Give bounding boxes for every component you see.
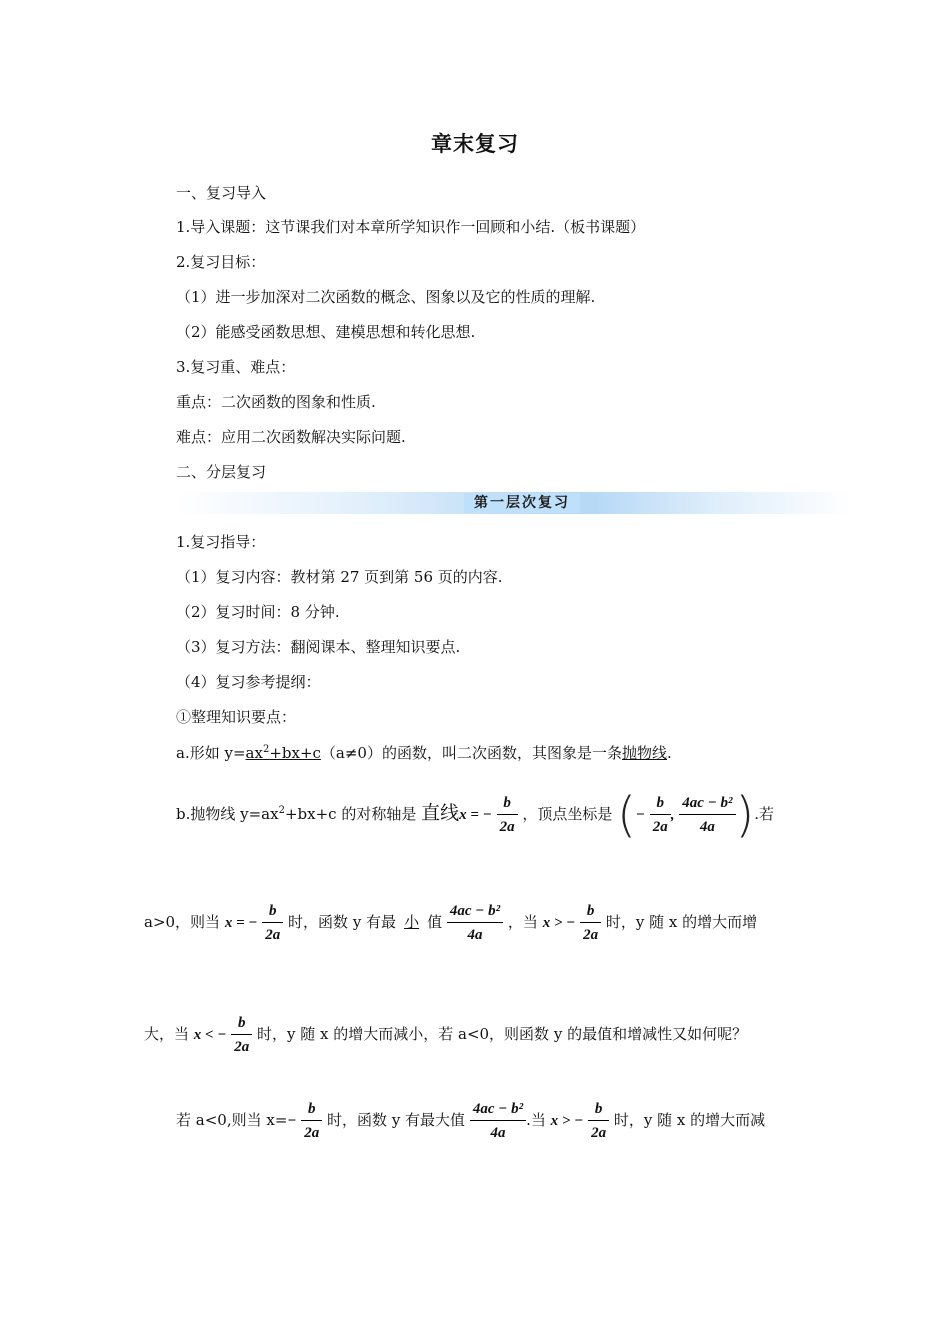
point-a-form: $ax^2+bx+c$ — [245, 744, 321, 762]
x-eq-symbol: x = − — [224, 915, 258, 931]
vertex-label: ，顶点坐标是 — [522, 805, 613, 823]
min-value-paragraph: a>0，则当 x = − $\frac{b}{2a}$ 时，函数 y 有最 小 值 $\frac{\text{4ac − b²}}{4a}$ ，当 x > − $\frac{b}{2a}$ 时，y 随 x 的增大而增 — [144, 896, 757, 949]
point-a-parabola: 抛物线 — [621, 744, 667, 762]
goals-heading: 2.复习目标： — [176, 253, 266, 271]
vertex-y-fraction: $\frac{\text{4ac − b²}}{4a}$ — [679, 792, 735, 839]
max-value-paragraph: 若 a<0,则当 x=− $\frac{b}{2a}$ 时，函数 y 有最大值 $\frac{\text{4ac − b²}}{4a}$ .当 x > − $\frac{b}{2a}$ 时，y 随 x 的增大而减 — [176, 1094, 765, 1147]
increase-paragraph: 大，当 x < − $\frac{b}{2a}$ 时，y 随 x 的增大而减小，若 a<0，则函数 y 的最值和增减性又如何呢？ — [144, 1008, 747, 1061]
guide-content: （1）复习内容：教材第 27 页到第 56 页的内容. — [176, 568, 503, 586]
section-heading-review-intro: 一、复习导入 — [176, 184, 267, 202]
goal-1: （1）进一步加深对二次函数的概念、图象以及它的性质的理解. — [176, 288, 596, 306]
intro-topic: 1.导入课题：这节课我们对本章所学知识作一回顾和小结.（板书课题） — [176, 218, 646, 236]
axis-fraction: $\frac{b}{2a}$ — [497, 792, 518, 839]
guide-time: （2）复习时间：8 分钟. — [176, 603, 340, 621]
right-paren: ) — [735, 787, 755, 843]
difficult-point: 难点：应用二次函数解决实际问题. — [176, 428, 406, 446]
max-decrease-fraction: $\frac{b}{2a}$ — [588, 1098, 609, 1145]
x-gt-symbol: x > − — [542, 915, 576, 931]
section-heading-layered-review: 二、分层复习 — [176, 463, 267, 481]
key-points-heading: 3.复习重、难点： — [176, 358, 296, 376]
point-b-text: +bx+c 的对称轴是 — [284, 805, 417, 823]
level-one-banner — [176, 492, 852, 514]
axis-word: 直线 — [421, 802, 460, 824]
x-lt-symbol: x < − — [193, 1027, 227, 1043]
min-x-fraction: $\frac{b}{2a}$ — [262, 900, 283, 947]
point-a-text: （a≠0）的函数，叫二次函数，其图象是一条 — [320, 744, 622, 762]
point-a: a.形如 $y=ax^2+bx+c(a\ne 0)$的函数，叫二次函数，其图象是一条抛物线. — [176, 744, 672, 762]
max-x-fraction: $\frac{b}{2a}$ — [301, 1098, 322, 1145]
page-title: 章末复习 — [431, 132, 519, 156]
min-blank: 小 — [404, 913, 420, 931]
point-b: b.抛物线 $y=ax^2+bx+c$ 的对称轴是 直线x = − $\frac{b}{2a}$ ，顶点坐标是 (− $\frac{b}{2a}$ , $\frac{\text{4ac − b²}}{4a}$ ).若 — [176, 787, 775, 843]
axis-equation: x = − — [459, 807, 492, 823]
knowledge-points-heading: ①整理知识要点： — [176, 708, 297, 726]
guide-outline: （4）复习参考提纲： — [176, 673, 321, 691]
decrease-fraction: $\frac{b}{2a}$ — [231, 1012, 252, 1059]
point-a-prefix: a.形如 y= — [176, 744, 246, 762]
point-b-prefix: b.抛物线 y=ax — [176, 805, 279, 823]
key-point: 重点：二次函数的图象和性质. — [176, 393, 376, 411]
goal-2: （2）能感受函数思想、建模思想和转化思想. — [176, 323, 476, 341]
x-gt-symbol-2: x > − — [550, 1113, 584, 1129]
left-paren: ( — [617, 787, 636, 843]
guide-method: （3）复习方法：翻阅课本、整理知识要点. — [176, 638, 461, 656]
increase-fraction: $\frac{b}{2a}$ — [580, 900, 601, 947]
review-guide-heading: 1.复习指导： — [176, 533, 266, 551]
min-value-fraction: $\frac{\text{4ac − b²}}{4a}$ — [447, 900, 503, 947]
vertex-x-fraction: $\frac{b}{2a}$ — [650, 792, 671, 839]
point-b-tail: .若 — [754, 805, 775, 823]
level-one-banner-label: 第一层次复习 — [464, 493, 580, 513]
max-value-fraction: $\frac{\text{4ac − b²}}{4a}$ — [470, 1098, 526, 1145]
